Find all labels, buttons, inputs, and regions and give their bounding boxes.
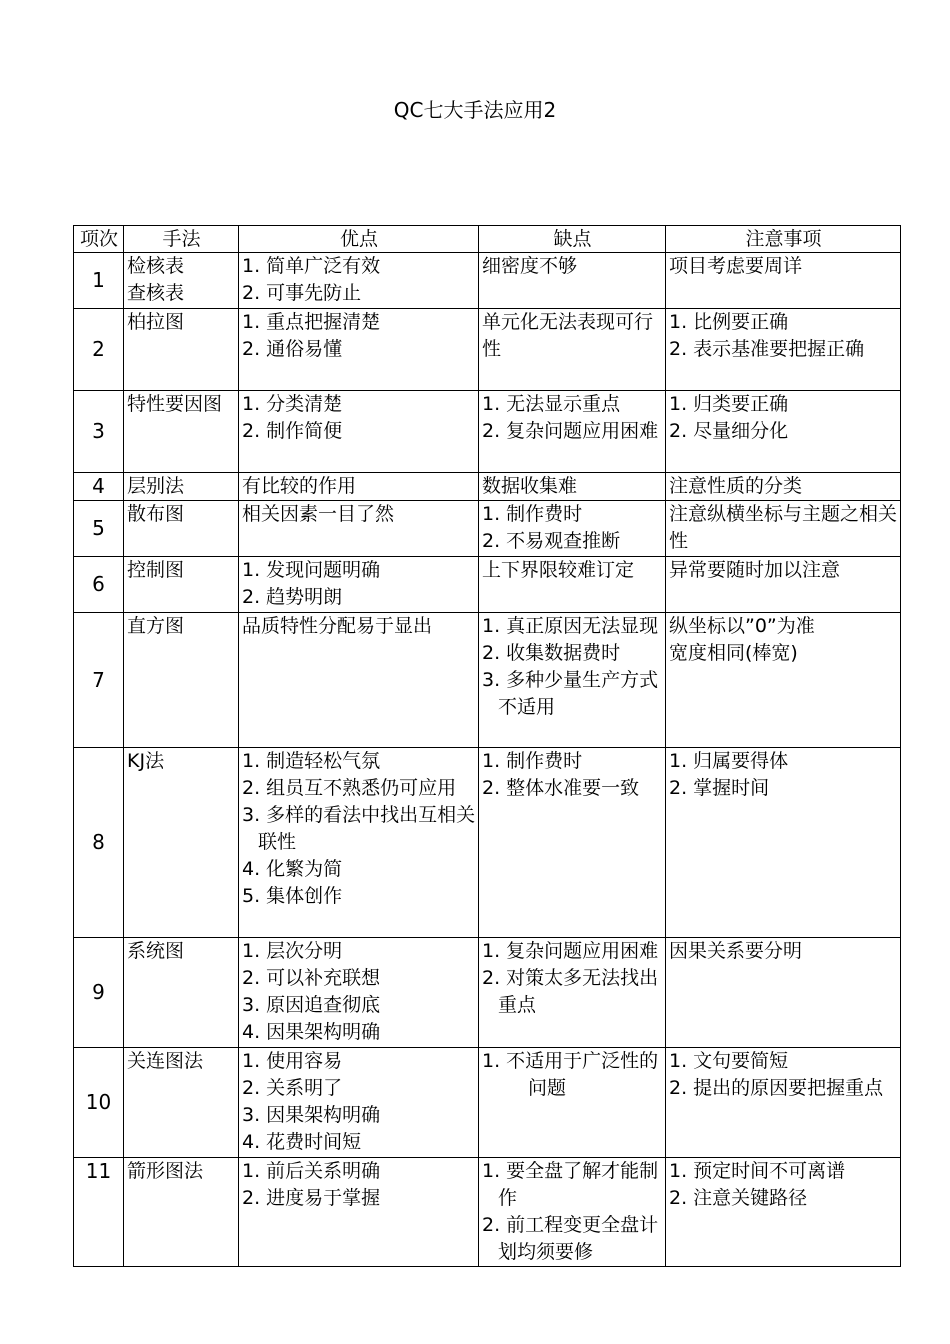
row-pros [239, 613, 479, 748]
row-no: 2 [74, 309, 124, 391]
row-no: 7 [74, 613, 124, 748]
pros-item: 2. 组员互不熟悉仍可应用 [242, 777, 457, 799]
row-notes [666, 748, 901, 938]
method-line: 关连图法 [127, 1050, 204, 1072]
header-pros: 优点 [239, 226, 479, 253]
pros-item: 2. 通俗易懂 [242, 338, 343, 360]
pros-item: 品质特性分配易于显出 [242, 615, 433, 637]
row-cons [479, 613, 666, 748]
pros-item: 1. 使用容易 [242, 1050, 343, 1072]
row-cons [479, 1158, 666, 1267]
table-row [74, 309, 901, 391]
method-line: 直方图 [127, 615, 185, 637]
row-cons [479, 748, 666, 938]
notes-item: 1. 比例要正确 [669, 311, 789, 333]
notes-item: 2. 注意关键路径 [669, 1187, 808, 1209]
row-pros [239, 309, 479, 391]
pros-item: 2. 可以补充联想 [242, 967, 381, 989]
table-row [74, 473, 901, 501]
cons-item: 2. 对策太多无法找出重点 [482, 967, 659, 1016]
row-no: 11 [74, 1158, 124, 1267]
notes-item: 纵坐标以”0”为准 [669, 615, 815, 637]
pros-item: 3. 多样的看法中找出互相关联性 [242, 804, 476, 853]
row-method [124, 557, 239, 613]
pros-item: 4. 花费时间短 [242, 1131, 362, 1153]
method-line: 柏拉图 [127, 311, 185, 333]
cons-item: 2. 复杂问题应用困难 [482, 420, 659, 442]
method-line: 散布图 [127, 503, 185, 525]
cons-item: 2. 前工程变更全盘计划均须要修 [482, 1214, 659, 1263]
cons-item: 1. 复杂问题应用困难 [482, 940, 659, 962]
notes-item: 项目考虑要周详 [669, 255, 803, 277]
row-notes [666, 1158, 901, 1267]
cons-item: 1. 真正原因无法显现 [482, 615, 659, 637]
method-line: 箭形图法 [127, 1160, 204, 1182]
row-cons [479, 501, 666, 557]
row-no: 4 [74, 473, 124, 501]
header-method: 手法 [124, 226, 239, 253]
pros-item: 2. 可事先防止 [242, 282, 362, 304]
cons-item: 细密度不够 [482, 255, 578, 277]
table-row [74, 1158, 901, 1267]
row-cons [479, 309, 666, 391]
row-method [124, 391, 239, 473]
table-row [74, 391, 901, 473]
row-notes [666, 613, 901, 748]
pros-item: 1. 简单广泛有效 [242, 255, 381, 277]
pros-item: 1. 层次分明 [242, 940, 343, 962]
method-line: 层别法 [127, 475, 185, 497]
document-title: QC七大手法应用2 [393, 98, 557, 122]
row-no: 3 [74, 391, 124, 473]
method-line: 系统图 [127, 940, 185, 962]
cons-item: 上下界限较难订定 [482, 559, 635, 581]
header-cons: 缺点 [479, 226, 666, 253]
pros-item: 2. 趋势明朗 [242, 586, 343, 608]
table-row [74, 613, 901, 748]
row-method [124, 1048, 239, 1158]
row-no: 10 [74, 1048, 124, 1158]
cons-item: 1. 无法显示重点 [482, 393, 621, 415]
notes-item: 异常要随时加以注意 [669, 559, 841, 581]
notes-item: 2. 表示基准要把握正确 [669, 338, 865, 360]
notes-item: 1. 预定时间不可离谱 [669, 1160, 846, 1182]
pros-item: 1. 发现问题明确 [242, 559, 381, 581]
notes-item: 2. 掌握时间 [669, 777, 770, 799]
row-notes [666, 1048, 901, 1158]
pros-item: 4. 因果架构明确 [242, 1021, 381, 1043]
row-no: 8 [74, 748, 124, 938]
notes-item: 1. 文句要简短 [669, 1050, 789, 1072]
row-pros [239, 253, 479, 309]
row-cons [479, 938, 666, 1048]
table-row [74, 557, 901, 613]
cons-item: 数据收集难 [482, 475, 578, 497]
row-pros [239, 938, 479, 1048]
row-method [124, 938, 239, 1048]
method-line: 检核表 [127, 255, 185, 277]
qc-methods-table [73, 225, 901, 1267]
row-method [124, 748, 239, 938]
row-method [124, 501, 239, 557]
pros-item: 相关因素一目了然 [242, 503, 395, 525]
cons-item: 1. 不适用于广泛性的问题 [482, 1050, 659, 1099]
row-notes [666, 309, 901, 391]
table-row [74, 501, 901, 557]
header-no: 项次 [74, 226, 124, 253]
row-pros [239, 391, 479, 473]
table-header-row [74, 226, 901, 253]
pros-item: 1. 制造轻松气氛 [242, 750, 381, 772]
pros-item: 3. 原因追查彻底 [242, 994, 381, 1016]
row-no: 9 [74, 938, 124, 1048]
pros-item: 3. 因果架构明确 [242, 1104, 381, 1126]
pros-item: 1. 重点把握清楚 [242, 311, 381, 333]
notes-item: 宽度相同(棒宽) [669, 642, 798, 664]
pros-item: 2. 进度易于掌握 [242, 1187, 381, 1209]
method-line: 控制图 [127, 559, 185, 581]
notes-item: 2. 尽量细分化 [669, 420, 789, 442]
table-row [74, 748, 901, 938]
cons-item: 2. 整体水准要一致 [482, 777, 640, 799]
row-notes [666, 473, 901, 501]
row-no: 1 [74, 253, 124, 309]
cons-item: 1. 制作费时 [482, 750, 583, 772]
method-line: KJ法 [127, 750, 165, 772]
table-row [74, 253, 901, 309]
header-notes: 注意事项 [666, 226, 901, 253]
row-cons [479, 391, 666, 473]
notes-item: 注意性质的分类 [669, 475, 803, 497]
pros-item: 有比较的作用 [242, 475, 357, 497]
row-notes [666, 501, 901, 557]
row-notes [666, 938, 901, 1048]
row-cons [479, 253, 666, 309]
row-cons [479, 1048, 666, 1158]
row-cons [479, 557, 666, 613]
row-pros [239, 473, 479, 501]
cons-item: 3. 多种少量生产方式不适用 [482, 669, 659, 718]
pros-item: 1. 前后关系明确 [242, 1160, 381, 1182]
notes-item: 1. 归属要得体 [669, 750, 789, 772]
cons-item: 2. 收集数据费时 [482, 642, 621, 664]
row-notes [666, 391, 901, 473]
row-no: 6 [74, 557, 124, 613]
method-line: 查核表 [127, 282, 185, 304]
pros-item: 2. 关系明了 [242, 1077, 343, 1099]
notes-item: 因果关系要分明 [669, 940, 803, 962]
notes-item: 1. 归类要正确 [669, 393, 789, 415]
row-no: 5 [74, 501, 124, 557]
method-line: 特性要因图 [127, 393, 223, 415]
row-cons [479, 473, 666, 501]
row-pros [239, 1048, 479, 1158]
cons-item: 2. 不易观查推断 [482, 530, 621, 552]
row-pros [239, 1158, 479, 1267]
row-method [124, 253, 239, 309]
row-pros [239, 501, 479, 557]
pros-item: 4. 化繁为简 [242, 858, 343, 880]
row-notes [666, 557, 901, 613]
notes-item: 2. 提出的原因要把握重点 [669, 1077, 884, 1099]
row-method [124, 309, 239, 391]
notes-item: 注意纵横坐标与主题之相关性 [669, 503, 898, 552]
table-row [74, 938, 901, 1048]
row-method [124, 473, 239, 501]
pros-item: 1. 分类清楚 [242, 393, 343, 415]
row-pros [239, 748, 479, 938]
row-method [124, 1158, 239, 1267]
pros-item: 5. 集体创作 [242, 885, 343, 907]
cons-item: 1. 要全盘了解才能制作 [482, 1160, 659, 1209]
pros-item: 2. 制作简便 [242, 420, 343, 442]
cons-item: 1. 制作费时 [482, 503, 583, 525]
row-pros [239, 557, 479, 613]
table-row [74, 1048, 901, 1158]
row-method [124, 613, 239, 748]
cons-item: 单元化无法表现可行性 [482, 311, 654, 360]
row-notes [666, 253, 901, 309]
